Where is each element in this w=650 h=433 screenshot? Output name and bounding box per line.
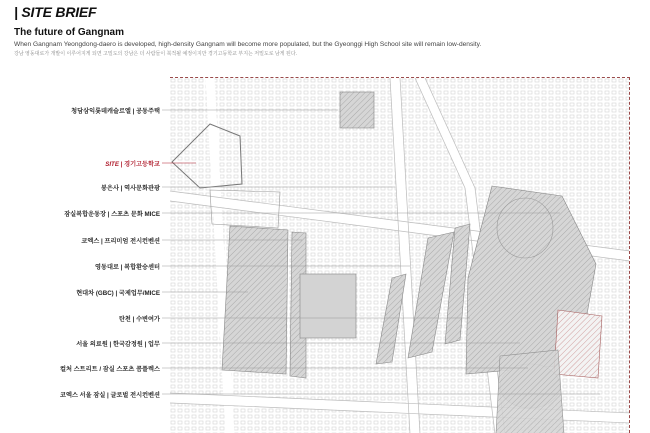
label-tancheon: 탄천 | 수변여가 (118, 316, 160, 323)
title: | SITE BRIEF (14, 4, 97, 20)
label-site (105, 159, 160, 168)
subtitle: The future of Gangnam (14, 27, 124, 38)
site-map (170, 77, 630, 433)
label-cheongdam-samik: 청담삼익롯데캐슬르엘 | 공동주택 (71, 108, 160, 115)
label-jamsil-complex: 잠실복합운동장 | 스포츠 문화 MICE (64, 211, 160, 218)
site-prefix: SITE (105, 161, 119, 168)
description-ko: 강남 영동대로가 개발이 이루어지게 되면 고밀도의 강남은 더 사람들이 북적될 예정이지만 경기고등학교 부지는 저밀도로 남게 된다. (14, 51, 298, 57)
label-hyundai-gbc: 현대차 (GBC) | 국제업무/MICE (76, 290, 160, 297)
label-seoul-medical: 서울 의료원 | 한국감정원 | 업무 (76, 341, 160, 348)
label-yeongdong-daero: 영동대로 | 복합환승센터 (95, 264, 160, 271)
label-coex-jamsil: 코엑스 서울 잠실 | 글로벌 전시컨벤션 (60, 392, 160, 399)
site-label-text: | 경기고등학교 (118, 161, 160, 168)
label-culture-street: 컬처 스트리트 / 잠실 스포츠 콤플렉스 (60, 366, 160, 373)
map-labels (0, 0, 160, 433)
description-en: When Gangnam Yeongdong-daero is developed, high-density Gangnam will become more populated, but the Gyeonggi High School site will remain low-density. (14, 41, 482, 48)
site-map-drawing (170, 78, 630, 433)
label-bongeunsa: 봉은사 | 역사문화관광 (101, 185, 160, 192)
label-coex-premium: 코엑스 | 프리미엄 전시컨벤션 (81, 238, 160, 245)
